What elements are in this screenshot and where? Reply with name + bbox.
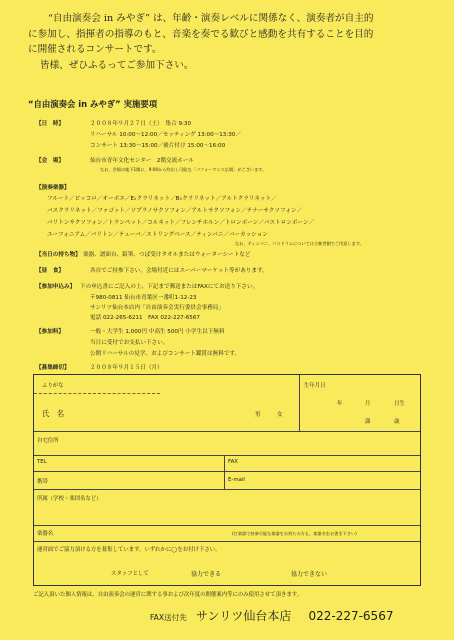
staff-option-no[interactable]: 協力できない [291,571,328,578]
belongings-label: 【当日の持ち物】 [36,252,81,258]
intro-line: “自由演奏会 in みやぎ” は、年齢・演奏レベルに関係なく、演奏者が自主的 [48,13,374,24]
affiliation-label: 所属（学校・楽団名など） [37,496,102,502]
application-label: 【参加申込み】 [36,284,76,290]
form-divider [224,455,225,489]
name-label: 氏 名 [42,409,65,418]
form-divider [34,541,420,542]
age-suffix: 歳 [394,419,400,425]
form-divider [34,489,420,490]
fax-destination [150,605,393,624]
datetime-date: ２００８年９月２７日（土） 集合 9:30 [90,121,192,127]
instruments-line: ユーフォニアム／バリトン／テューバ／ストリングベース／ティンパニ／パーカッション [47,232,268,238]
fee-line: 当日に受付でお支払い下さい。 [90,340,169,346]
outline-title: “自由演奏会 in みやぎ” 実施要項 [28,99,158,109]
lunch-label: 【昼 食】 [36,268,64,274]
fee-line: 一般・大学生 1,000円 中高生 500円 小学生以下無料 [90,329,225,335]
venue-label: 【会 場】 [36,158,64,164]
instruments-line: フルート／ピッコロ／オーボエ／E♭クラリネット／B♭クラリネット／アルトクラリネット／ [47,196,277,202]
application-address: 〒980-0811 仙台市青葉区一番町1-12-23 [90,295,197,301]
venue-name: 仙台市青年文化センター 2階交流ホール [90,158,194,164]
instruments-note: なお、ティンパニ、バスドラムについては主催者側でご用意します。 [235,241,364,246]
fax-destination-shop: サンリツ仙台本店 [195,609,292,623]
furigana-label: ふりがな [42,383,64,389]
gender-male[interactable]: 男 [255,412,261,418]
intro-line: に開催されるコンサートです。 [28,44,162,55]
deadline-text: ２００８年９月１５日（月） [90,365,163,371]
application-line: 下の申込書にご記入の上、下記まで郵送またはFAXにてお送り下さい。 [80,284,259,290]
mobile-label: 携帯 [37,479,48,485]
intro-line: 皆様、ぜひふるってご参加下さい。 [40,59,194,71]
datetime-label: 【日 時】 [36,121,64,127]
instrument-label: 楽器名 [37,531,54,537]
datetime-concert: コンサート 13:30～15:00／後片付け 15:00～16:00 [90,143,226,149]
intro-paragraph [28,11,433,73]
email-label: E-mail [228,477,245,483]
fax-destination-label: FAX送付先 [150,613,187,622]
tel-label: TEL [37,459,47,465]
intro-line: に参加し、指揮者の指導のもと、音楽を奏でる歓びと感動を共有することを目的 [28,28,374,40]
lunch-text: 各自でご持参下さい。会場付近にはスーパーマーケット等があります。 [90,268,268,274]
form-divider [34,525,420,526]
privacy-note: ご記入頂いた個人情報は、自由演奏会の運営に関する事および次年度の開催案内等にのみ使用させて頂きます。 [33,592,303,598]
furigana-divider [34,393,160,394]
fee-label: 【参加料】 [36,329,64,335]
application-form [33,374,421,586]
instruments-line: バリトンサクソフォン／トランペット／コルネット／フレンチホルン／トロンボーン／バストロンボーン／ [47,220,315,226]
birth-month-label: 月 [365,401,371,407]
fax-label: FAX [228,459,238,465]
form-divider [34,455,420,456]
deadline-label: 【募集締切】 [36,365,70,371]
fax-destination-number: 022-227-6567 [308,609,394,623]
form-divider [34,471,420,472]
fee-line: 公開リハーサルの見学、およびコンサート鑑賞は無料です。 [90,351,241,357]
staff-label: スタッフとして [111,571,149,577]
age-prefix: 満 [365,419,371,425]
instrument-note: (打楽器で持参可能な楽器をお持ちの方も、楽器名をお書き下さい) [232,531,357,536]
gender-female[interactable]: 女 [277,412,283,418]
venue-note: なお、会場の地下1階に、9:00から吹出し可能な「パフォーマンス広場」がございます。 [100,167,267,172]
birth-year-label: 年 [337,401,343,407]
birth-day-label: 日生 [394,401,405,407]
application-office: サンリツ仙台本店内「自由演奏会実行委員会事務局」 [90,305,224,311]
birthdate-label: 生年月日 [304,383,326,389]
instruments-line: バスクラリネット／ファゴット／ソプラノサクソフォン／アルトサクソフォン／テナーサクソフォン／ [47,208,303,214]
form-divider [34,431,420,432]
staff-option-yes[interactable]: 協力できる [191,571,222,578]
datetime-rehearsal: リハーサル 10:00～12:00／セッティング 13:00～13:30／ [90,132,241,138]
staff-question: 運営面でご協力頂ける方を募集しています。いずれかに◯をお付け下さい。 [37,547,221,553]
belongings-text: 楽器、譜面台、鉛筆、つば受けタオルまたはウォーターシートなど [83,252,251,258]
instruments-label: 【演奏楽器】 [36,185,70,191]
application-contact: 電話 022-265-6211 FAX 022-227-6567 [90,315,200,321]
address-label: 自宅住所 [37,438,59,444]
form-divider [299,375,300,431]
